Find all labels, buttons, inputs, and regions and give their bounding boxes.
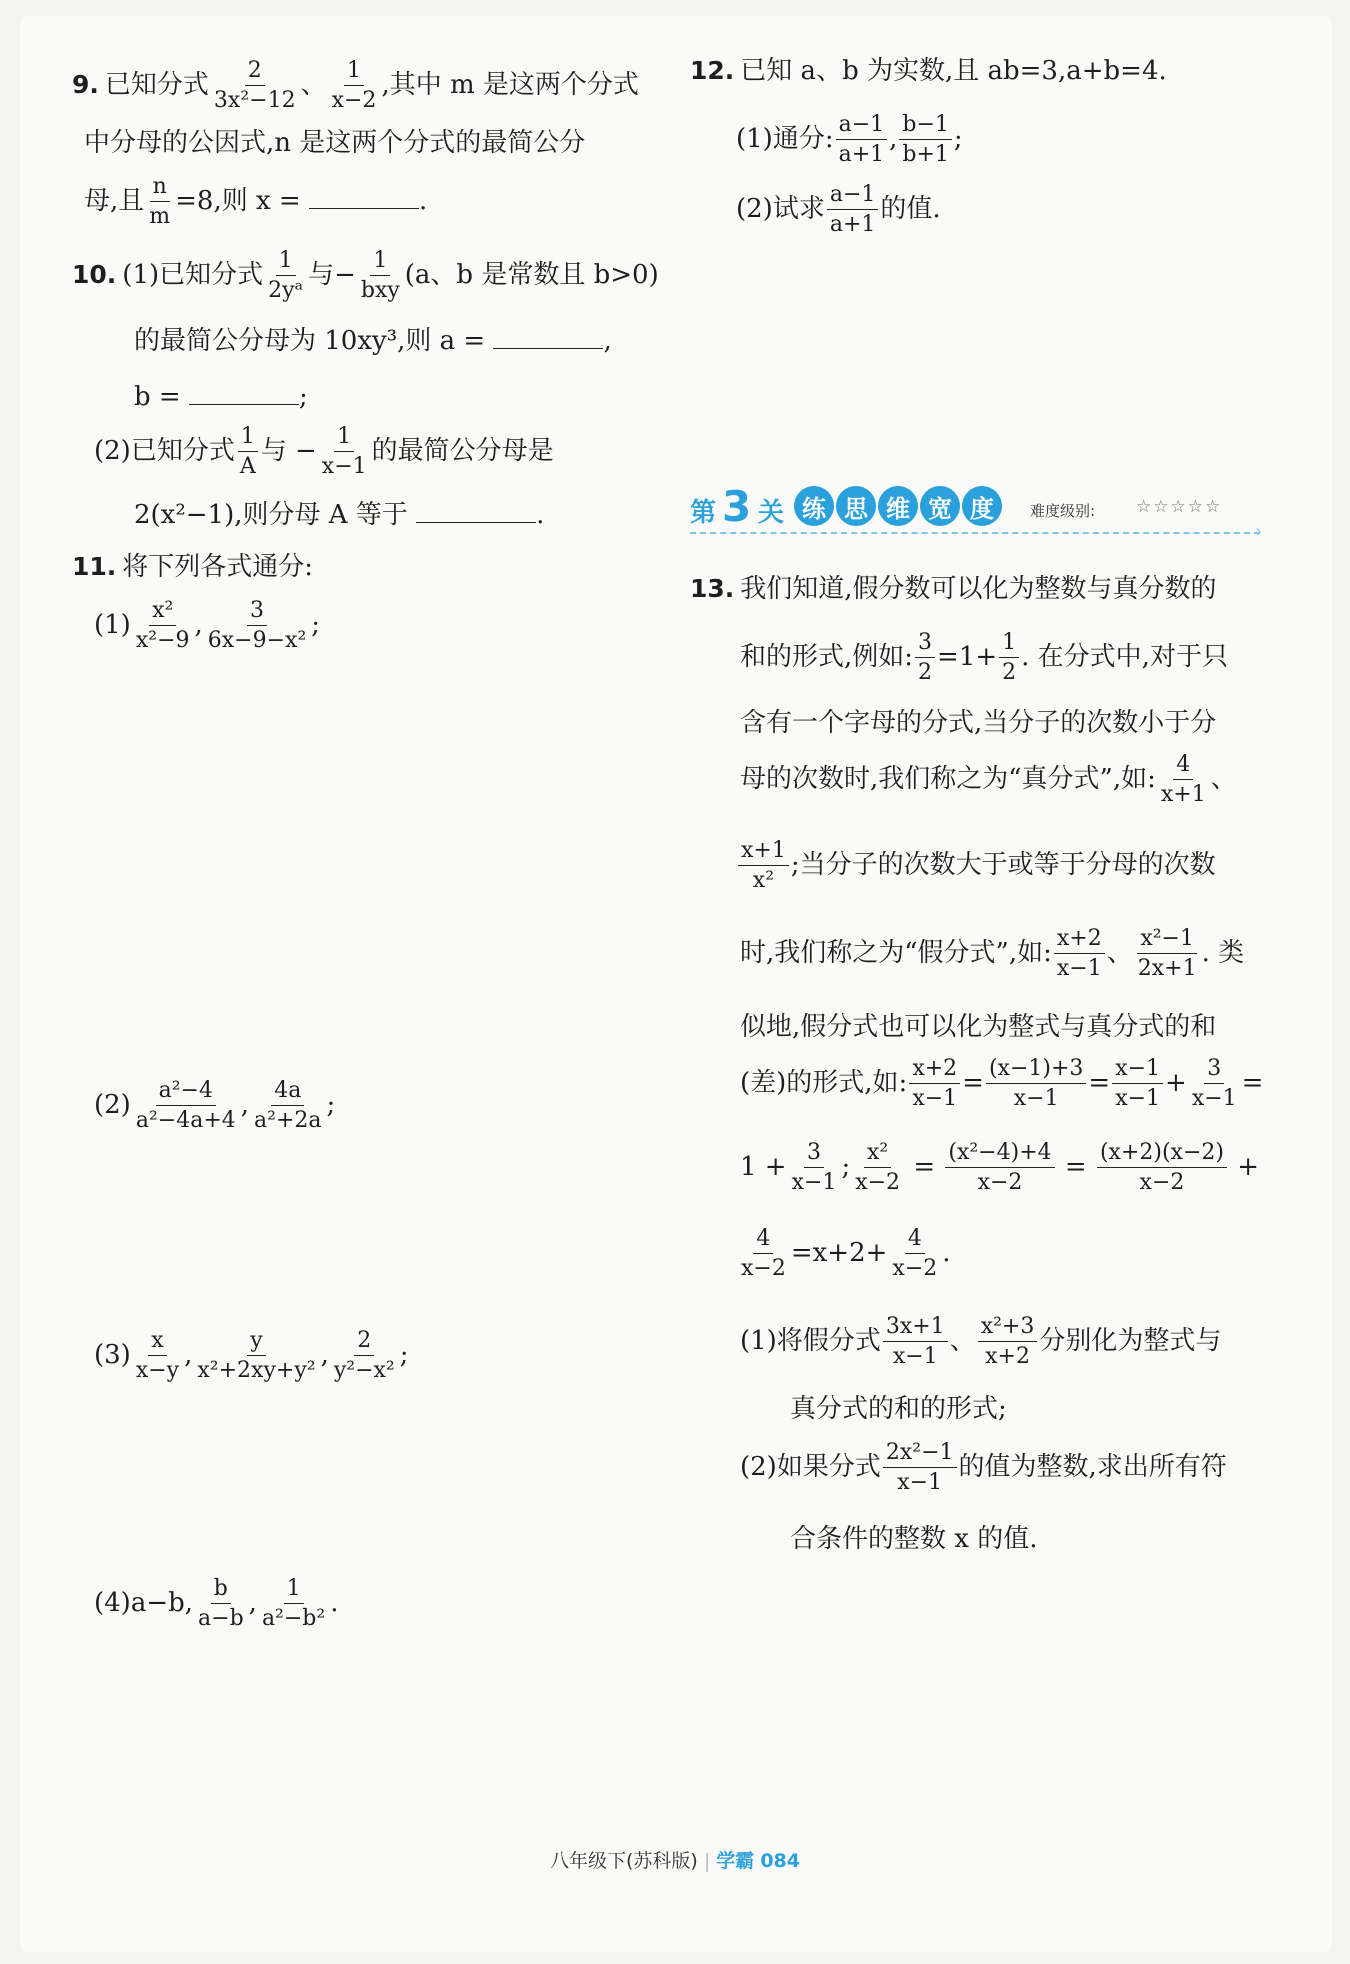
q11-p4-f2-denominator: a²−b²: [261, 1606, 326, 1632]
q10-comma: ,: [603, 326, 612, 356]
q13-l8-f1-numerator: x+2: [909, 1056, 960, 1084]
q13-p1-f1-numerator: 3x+1: [883, 1314, 948, 1342]
q13-l6-fraction-1: [1054, 926, 1105, 982]
q12-p2-denominator: a+1: [829, 212, 876, 238]
q13-l2-f1-numerator: 3: [915, 630, 935, 658]
q13-line1-text: 我们知道,假分数可以化为整数与真分数的: [740, 574, 1217, 604]
q9-line2: 中分母的公因式,n 是这两个分式的最简公分: [84, 128, 586, 158]
q13-l4-denominator: x+1: [1160, 782, 1206, 808]
q13-l8-f4-denominator: x−1: [1191, 1086, 1237, 1112]
q13-line6: [740, 926, 1244, 982]
q12-stem-text: 已知 a、b 为实数,且 ab=3,a+b=4.: [740, 56, 1167, 86]
q13-line8: [740, 1056, 1263, 1112]
q12-p1-fraction-1: [836, 112, 888, 168]
q9-f2-numerator: 1: [344, 58, 364, 86]
section-divider: [690, 532, 1260, 534]
q13-line9: [740, 1140, 1259, 1196]
q10-period: .: [536, 500, 545, 530]
q11-part1-label: (1): [94, 609, 131, 640]
q10-f4-denominator: x−1: [321, 454, 367, 480]
q13-l8-f2-numerator: (x−1)+3: [986, 1056, 1086, 1084]
q11-p1-fraction-1: [133, 598, 193, 654]
q9-separator: 、: [300, 69, 327, 100]
q13-part1-sep: 、: [949, 1325, 976, 1356]
q10-line1: [72, 248, 659, 304]
q11-p4-f2-numerator: 1: [284, 1576, 304, 1604]
q13-l10-f2-denominator: x−2: [892, 1256, 938, 1282]
q13-line4: [740, 752, 1237, 808]
q11-p3-f1-denominator: x−y: [135, 1358, 180, 1384]
section-number: 3: [722, 482, 752, 531]
q13-part2-label: (2)如果分式: [740, 1451, 881, 1482]
q9-text: 已知分式: [104, 69, 209, 100]
q11-p3-f2-numerator: y: [247, 1328, 265, 1356]
q11-part2-label: (2): [94, 1089, 131, 1120]
q13-part2: [740, 1440, 1227, 1496]
section-header: [690, 482, 1270, 542]
q12-part1: [736, 112, 963, 168]
q9-answer-blank[interactable]: [309, 186, 419, 209]
q13-plus: +: [1237, 1151, 1260, 1182]
q11-p2-f1-numerator: a²−4: [156, 1078, 216, 1106]
q13-part1: [740, 1314, 1221, 1370]
q13-l6-f2-numerator: x²−1: [1137, 926, 1197, 954]
q13-equals: =: [1241, 1067, 1264, 1098]
section-title-char: 维: [878, 486, 918, 526]
section-title-char: 宽: [920, 486, 960, 526]
q13-l6-f2-denominator: 2x+1: [1137, 956, 1197, 982]
q11-semicolon: ;: [399, 1339, 409, 1370]
q12-part2-label: (2)试求: [736, 193, 825, 224]
q9-f1-denominator: 3x²−12: [213, 88, 296, 114]
q11-p3-f2-denominator: x²+2xy+y²: [197, 1358, 316, 1384]
q12-part2-end: 的值.: [880, 193, 941, 224]
q10-A-answer-blank[interactable]: [416, 500, 536, 523]
q13-l8-fraction-4: [1189, 1056, 1240, 1112]
q13-part1-label: (1)将假分式: [740, 1325, 881, 1356]
q13-l8-f4-numerator: 3: [1204, 1056, 1224, 1084]
q11-p2-f1-denominator: a²−4a+4: [135, 1108, 236, 1134]
q13-l9-fraction-3: [945, 1140, 1054, 1196]
q10-part1-text: (1)已知分式: [122, 259, 264, 290]
q10-line3: [134, 382, 308, 410]
q9-fraction-n-m: [146, 174, 173, 230]
q13-line1: [690, 576, 1217, 602]
q11-part1: [94, 598, 320, 654]
q11-comma: ,: [240, 1089, 250, 1120]
q12-p1-f2-denominator: b+1: [902, 142, 949, 168]
q10-semicolon: ;: [298, 382, 308, 412]
q11-p1-f2-denominator: 6x−9−x²: [207, 628, 307, 654]
q13-line2-eq: =1+: [937, 641, 998, 672]
q10-f3-numerator: 1: [238, 424, 258, 452]
q11-number: 11.: [72, 552, 117, 581]
q13-l6-fraction-2: [1135, 926, 1200, 982]
q11-p1-f2-numerator: 3: [247, 598, 267, 626]
q12-p1-f1-denominator: a+1: [838, 142, 885, 168]
q13-p1-fraction-2: [978, 1314, 1038, 1370]
q13-line9-semicolon: ;: [841, 1151, 851, 1182]
section-title-char: 度: [962, 486, 1002, 526]
q10-number: 10.: [72, 259, 117, 289]
q9-f3-denominator: m: [149, 204, 171, 230]
q12-p1-f2-numerator: b−1: [899, 112, 952, 140]
q13-l10-f1-denominator: x−2: [741, 1256, 786, 1282]
q12-number: 12.: [690, 56, 735, 85]
q9-number: 9.: [72, 69, 99, 99]
q13-l8-f1-denominator: x−1: [912, 1086, 958, 1112]
q12-comma: ,: [889, 123, 898, 154]
q13-line2: [740, 630, 1228, 686]
difficulty-label: 难度级别:: [1030, 502, 1096, 520]
q11-period: .: [330, 1587, 339, 1618]
q13-p2-numerator: 2x²−1: [883, 1440, 957, 1468]
q13-part1-text: 分别化为整式与: [1039, 1325, 1222, 1356]
q13-l9-f1-numerator: 3: [804, 1140, 824, 1168]
q12-p2-numerator: a−1: [827, 182, 879, 210]
q10-part1-condition: (a、b 是常数且 b>0): [404, 259, 659, 290]
q13-line10: [736, 1226, 951, 1282]
q13-line3: 含有一个字母的分式,当分子的次数小于分: [740, 708, 1217, 738]
q9-line3: [84, 174, 427, 230]
q11-p3-fraction-2: [194, 1328, 318, 1384]
q13-line7: 似地,假分式也可以化为整式与真分式的和: [740, 1012, 1217, 1042]
q13-l9-f2-numerator: x²: [864, 1140, 891, 1168]
q13-l4-fraction: [1158, 752, 1209, 808]
q12-part1-label: (1)通分:: [736, 123, 834, 154]
q11-p3-f3-denominator: y²−x²: [333, 1358, 395, 1384]
q11-p3-f3-numerator: 2: [354, 1328, 374, 1356]
q11-part2: [94, 1078, 335, 1134]
q10-part2-text: (2)已知分式: [94, 435, 235, 466]
section-guan: 关: [758, 498, 785, 528]
q10-f1-numerator: 1: [276, 248, 296, 276]
q9-f1-numerator: 2: [245, 58, 265, 86]
q13-l2-fraction-2: [999, 630, 1019, 686]
q11-part3-label: (3): [94, 1339, 131, 1370]
q13-l5-numerator: x+1: [738, 838, 789, 866]
footer-page-number: 084: [760, 1850, 800, 1872]
q12-semicolon: ;: [953, 123, 963, 154]
q10-part1-lcd-text: 的最简公分母为 10xy³,则 a =: [134, 326, 486, 356]
q13-equals: =: [1088, 1067, 1111, 1098]
difficulty-stars-icon: ☆☆☆☆☆: [1136, 497, 1223, 517]
q13-l9-f4-numerator: (x+2)(x−2): [1097, 1140, 1227, 1168]
q9-fraction-1: [211, 58, 299, 114]
q13-l9-f2-denominator: x−2: [855, 1170, 901, 1196]
q13-l8-fraction-1: [909, 1056, 960, 1112]
section-title: [794, 486, 1002, 526]
q13-l5-fraction: [738, 838, 789, 894]
q13-p1-f1-denominator: x−1: [892, 1344, 938, 1370]
q10-f4-numerator: 1: [334, 424, 354, 452]
q13-p2-fraction: [883, 1440, 957, 1496]
q13-equals: =: [962, 1067, 984, 1098]
q10-f2-denominator: bxy: [360, 278, 400, 304]
q11-semicolon: ;: [311, 609, 321, 640]
q9-period: .: [418, 185, 428, 216]
q13-l9-fraction-4: [1097, 1140, 1227, 1196]
q13-p2-denominator: x−1: [897, 1470, 943, 1496]
q10-fraction-4: [319, 424, 370, 480]
arrow-right-icon: ›: [1255, 521, 1263, 542]
q12-p1-f1-numerator: a−1: [836, 112, 888, 140]
q13-line2-end: . 在分式中,对于只: [1021, 641, 1228, 672]
q11-p2-f2-numerator: 4a: [271, 1078, 304, 1106]
q13-line6-end: . 类: [1201, 937, 1245, 968]
q10-f3-denominator: A: [239, 454, 256, 480]
q11-stem-text: 将下列各式通分:: [122, 552, 314, 582]
q13-part2-line2: 合条件的整数 x 的值.: [790, 1524, 1038, 1554]
q11-p2-fraction-1: [133, 1078, 239, 1134]
footer-separator: |: [703, 1850, 711, 1872]
q10-line4: [94, 424, 554, 480]
q13-l9-f3-denominator: x−2: [977, 1170, 1023, 1196]
q12-p1-fraction-2: [899, 112, 952, 168]
section-title-char: 思: [836, 486, 876, 526]
q11-p4-fraction-1: [195, 1576, 247, 1632]
q13-line8-text: (差)的形式,如:: [740, 1067, 908, 1098]
q13-l9-f1-denominator: x−1: [791, 1170, 837, 1196]
section-title-char: 练: [794, 486, 834, 526]
q13-l8-fraction-3: [1112, 1056, 1163, 1112]
q10-f2-numerator: 1: [370, 248, 390, 276]
q13-line5: [736, 838, 1216, 894]
q9-fraction-2: [329, 58, 380, 114]
q13-l4-numerator: 4: [1173, 752, 1193, 780]
section-di: 第: [690, 498, 717, 528]
q13-part2-text: 的值为整数,求出所有符: [958, 1451, 1227, 1482]
q11-part4: [94, 1576, 338, 1632]
q11-comma: ,: [194, 609, 203, 640]
q10-b-answer-blank[interactable]: [189, 382, 299, 405]
q13-l10-fraction-1: [738, 1226, 789, 1282]
q13-p1-f2-numerator: x²+3: [978, 1314, 1038, 1342]
q13-line6-sep: 、: [1106, 937, 1133, 968]
q11-part3: [94, 1328, 409, 1384]
q11-comma: ,: [248, 1587, 257, 1618]
q13-l8-f3-denominator: x−1: [1115, 1086, 1161, 1112]
q13-l2-f2-denominator: 2: [1002, 660, 1017, 686]
q11-comma: ,: [184, 1339, 193, 1370]
q13-l8-f3-numerator: x−1: [1112, 1056, 1163, 1084]
q11-p3-fraction-1: [133, 1328, 182, 1384]
q11-p1-fraction-2: [205, 598, 310, 654]
q11-semicolon: ;: [326, 1089, 336, 1120]
q10-part2-denominator-text: 2(x²−1),则分母 A 等于: [134, 500, 408, 530]
q13-l10-f2-numerator: 4: [905, 1226, 925, 1254]
q11-p1-f1-numerator: x²: [149, 598, 176, 626]
q13-l8-fraction-2: [986, 1056, 1086, 1112]
q13-l10-f1-numerator: 4: [753, 1226, 773, 1254]
q13-line6-text: 时,我们称之为“假分式”,如:: [740, 937, 1052, 968]
q11-p3-f1-numerator: x: [148, 1328, 166, 1356]
q11-p3-fraction-3: [331, 1328, 398, 1384]
q13-line9-start: 1 +: [740, 1151, 787, 1182]
q13-l9-fraction-1: [789, 1140, 840, 1196]
q11-p4-f1-denominator: a−b: [198, 1606, 244, 1632]
footer-brand: 学霸: [716, 1850, 755, 1872]
q13-line4-text: 母的次数时,我们称之为“真分式”,如:: [740, 763, 1156, 794]
q9-line1: [72, 58, 639, 114]
q10-fraction-3: [237, 424, 259, 480]
q10-part2-and: 与 −: [260, 435, 317, 466]
q10-b-label: b =: [134, 382, 181, 412]
q11-p1-f1-denominator: x²−9: [135, 628, 190, 654]
q12-stem: [690, 58, 1167, 84]
q13-part1-line2: 真分式的和的形式;: [790, 1394, 1007, 1424]
q9-f2-denominator: x−2: [331, 88, 377, 114]
q13-line4-sep: 、: [1210, 763, 1237, 794]
q11-p2-fraction-2: [251, 1078, 324, 1134]
q10-f1-denominator: 2yᵃ: [268, 278, 304, 304]
q13-l2-f2-numerator: 1: [999, 630, 1019, 658]
page-sheet: [20, 16, 1332, 1952]
q13-equals: =: [913, 1151, 936, 1182]
q12-part2: [736, 182, 941, 238]
q13-p1-f2-denominator: x+2: [985, 1344, 1030, 1370]
q9-line3-text: 母,且: [84, 185, 145, 216]
q11-p2-f2-denominator: a²+2a: [254, 1108, 322, 1134]
q13-l8-f2-denominator: x−1: [1013, 1086, 1059, 1112]
q13-line10-end: .: [942, 1237, 951, 1268]
page-footer: [0, 1846, 1350, 1873]
q13-l9-f3-numerator: (x²−4)+4: [945, 1140, 1054, 1168]
q10-fraction-2: [358, 248, 403, 304]
footer-grade: 八年级下(苏科版): [550, 1850, 698, 1872]
q9-text-2: ,其中 m 是这两个分式: [381, 69, 639, 100]
q13-l2-f1-denominator: 2: [918, 660, 933, 686]
q13-l9-fraction-2: [852, 1140, 903, 1196]
q10-line5: [134, 500, 544, 528]
q13-l6-f1-denominator: x−1: [1056, 956, 1102, 982]
q12-p2-fraction: [827, 182, 879, 238]
q13-equals: =: [1064, 1151, 1087, 1182]
q11-part4-label: (4)a−b,: [94, 1587, 194, 1618]
q10-part1-and: 与−: [308, 259, 356, 290]
q13-line2-text: 和的形式,例如:: [740, 641, 914, 672]
q10-fraction-1: [265, 248, 306, 304]
q9-line3-eq: =8,则 x =: [175, 185, 301, 216]
q13-p1-fraction-1: [883, 1314, 948, 1370]
q13-l6-f1-numerator: x+2: [1054, 926, 1105, 954]
q10-line2: [134, 326, 612, 354]
q10-a-answer-blank[interactable]: [493, 326, 603, 349]
q13-l9-f4-denominator: x−2: [1139, 1170, 1185, 1196]
q13-plus: +: [1165, 1067, 1187, 1098]
q13-line10-eq: =x+2+: [790, 1237, 888, 1268]
q13-line5-text: ;当分子的次数大于或等于分母的次数: [790, 849, 1216, 880]
q13-number: 13.: [690, 574, 735, 603]
q11-p4-f1-numerator: b: [211, 1576, 231, 1604]
q13-l10-fraction-2: [889, 1226, 940, 1282]
q11-p4-fraction-2: [259, 1576, 328, 1632]
q10-part2-lcd-text: 的最简公分母是: [371, 435, 554, 466]
q11-stem: [72, 554, 313, 580]
q11-comma: ,: [320, 1339, 329, 1370]
q13-l2-fraction-1: [915, 630, 935, 686]
q9-f3-numerator: n: [150, 174, 170, 202]
q13-l5-denominator: x²: [752, 868, 775, 894]
